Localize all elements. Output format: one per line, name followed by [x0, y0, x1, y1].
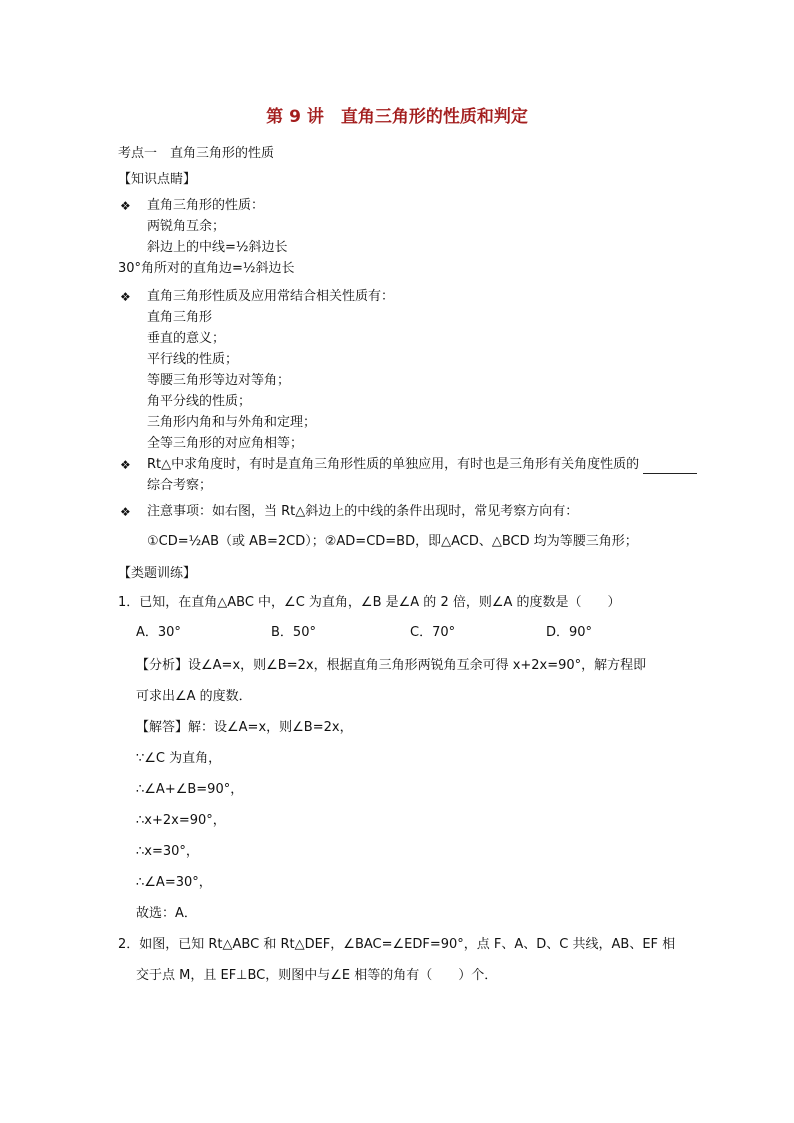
- question-1-stem: 1．已知，在直角△ABC 中，∠C 为直角，∠B 是∠A 的 2 倍，则∠A 的度数是（ ）: [118, 595, 621, 610]
- bullet-icon: ❖: [120, 199, 131, 213]
- solution-step: ∴x+2x=90°，: [136, 813, 226, 828]
- answer-choice: 故选：A．: [136, 906, 197, 921]
- option-b: B．50°: [271, 625, 316, 640]
- bullet-icon: ❖: [120, 290, 131, 304]
- bullet-icon: ❖: [120, 505, 131, 519]
- note-line: 注意事项：如右图，当 Rt△斜边上的中线的条件出现时，常见考察方向有：: [147, 504, 579, 519]
- list-item: 平行线的性质；: [147, 352, 239, 367]
- list-item: 角平分线的性质；: [147, 394, 252, 409]
- properties-heading: 直角三角形的性质：: [147, 198, 265, 213]
- solution-step: ∴∠A=30°，: [136, 875, 212, 890]
- note-line: Rt△中求角度时，有时是直角三角形性质的单独应用，有时也是三角形有关角度性质的: [147, 457, 640, 472]
- practice-heading: 【类题训练】: [118, 566, 197, 581]
- property-line: 斜边上的中线=½斜边长: [147, 240, 288, 255]
- option-c: C．70°: [410, 625, 456, 640]
- property-line: 两锐角互余；: [147, 219, 226, 234]
- option-d: D．90°: [546, 625, 593, 640]
- list-item: 垂直的意义；: [147, 331, 226, 346]
- solution-step: ∵∠C 为直角，: [136, 751, 222, 766]
- underline-divider: [643, 473, 697, 474]
- analysis-line: 可求出∠A 的度数．: [136, 689, 252, 704]
- section-heading: 考点一 直角三角形的性质: [118, 146, 275, 161]
- list-item: 等腰三角形等边对等角；: [147, 373, 291, 388]
- property-line: 30°角所对的直角边=½斜边长: [118, 261, 295, 276]
- list-item: 全等三角形的对应角相等；: [147, 436, 304, 451]
- option-a: A．30°: [136, 625, 181, 640]
- solution-step: ∴x=30°，: [136, 844, 199, 859]
- related-properties-heading: 直角三角形性质及应用常结合相关性质有：: [147, 289, 395, 304]
- question-2-stem: 2．如图，已知 Rt△ABC 和 Rt△DEF，∠BAC=∠EDF=90°，点 F、A、D、C 共线，AB、EF 相: [118, 937, 676, 952]
- page-title: 第 9 讲 直角三角形的性质和判定: [266, 107, 528, 127]
- knowledge-heading: 【知识点睛】: [118, 172, 197, 187]
- list-item: 三角形内角和与外角和定理；: [147, 415, 317, 430]
- bullet-icon: ❖: [120, 458, 131, 472]
- question-2-stem: 交于点 M，且 EF⊥BC，则图中与∠E 相等的角有（ ）个．: [136, 968, 498, 983]
- list-item: 直角三角形: [147, 310, 213, 325]
- analysis-line: 【分析】设∠A=x，则∠B=2x，根据直角三角形两锐角互余可得 x+2x=90°，解方程即: [136, 658, 647, 673]
- solution-step: ∴∠A+∠B=90°，: [136, 782, 244, 797]
- solution-line: 【解答】解：设∠A=x，则∠B=2x，: [136, 720, 353, 735]
- note-line: ①CD=½AB（或 AB=2CD）；②AD=CD=BD，即△ACD、△BCD 均为等腰三角形；: [147, 534, 638, 549]
- note-line: 综合考察；: [147, 478, 213, 493]
